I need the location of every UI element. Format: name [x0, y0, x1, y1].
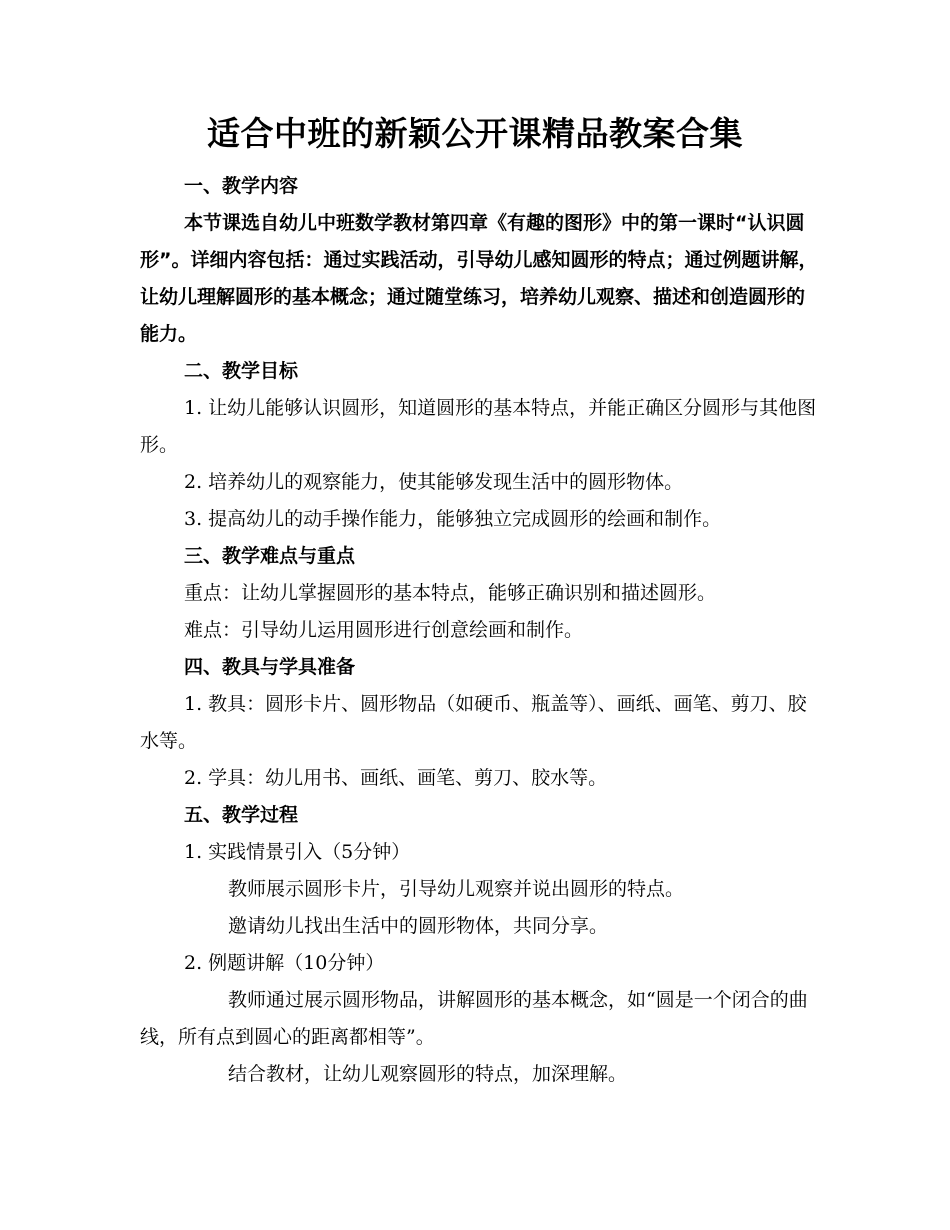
- objective-item: 1. 让幼儿能够认识圆形，知道圆形的基本特点，并能正确区分圆形与其他图形。: [140, 397, 817, 456]
- objective-item: 2. 培养幼儿的观察能力，使其能够发现生活中的圆形物体。: [184, 471, 684, 493]
- section-heading-objectives: 二、教学目标: [184, 360, 299, 382]
- section-heading-process: 五、教学过程: [184, 804, 299, 826]
- process-step-label: 1. 实践情景引入（5分钟）: [184, 841, 411, 863]
- materials-item: 1. 教具：圆形卡片、圆形物品（如硬币、瓶盖等）、画纸、画笔、剪刀、胶水等。: [140, 693, 807, 752]
- section-heading-content: 一、教学内容: [184, 175, 299, 197]
- content-paragraph: 本节课选自幼儿中班数学教材第四章《有趣的图形》中的第一课时“认识圆形”。详细内容包括：通过实践活动，引导幼儿感知圆形的特点；通过例题讲解，让幼儿理解圆形的基本概念；通过随堂练习，培养幼儿观察、描述和创造圆形的能力。: [140, 212, 818, 345]
- process-step-label: 2. 例题讲解（10分钟）: [184, 952, 385, 974]
- process-step-line: 结合教材，让幼儿观察圆形的特点，加深理解。: [228, 1063, 628, 1085]
- process-step-line: 邀请幼儿找出生活中的圆形物体，共同分享。: [228, 915, 609, 937]
- materials-item: 2. 学具：幼儿用书、画纸、画笔、剪刀、胶水等。: [184, 767, 608, 789]
- process-step-line: 教师展示圆形卡片，引导幼儿观察并说出圆形的特点。: [228, 878, 685, 900]
- key-point-text: 重点：让幼儿掌握圆形的基本特点，能够正确识别和描述圆形。: [184, 582, 717, 604]
- difficulty-text: 难点：引导幼儿运用圆形进行创意绘画和制作。: [184, 619, 584, 641]
- section-heading-materials: 四、教具与学具准备: [184, 656, 356, 678]
- document-title: 适合中班的新颖公开课精品教案合集: [207, 114, 743, 153]
- objective-item: 3. 提高幼儿的动手操作能力，能够独立完成圆形的绘画和制作。: [184, 508, 722, 530]
- document-body: [140, 168, 820, 1093]
- process-step-line: 教师通过展示圆形物品，讲解圆形的基本概念，如“圆是一个闭合的曲线，所有点到圆心的距离都相等”。: [140, 989, 808, 1048]
- section-heading-key-points: 三、教学难点与重点: [184, 545, 356, 567]
